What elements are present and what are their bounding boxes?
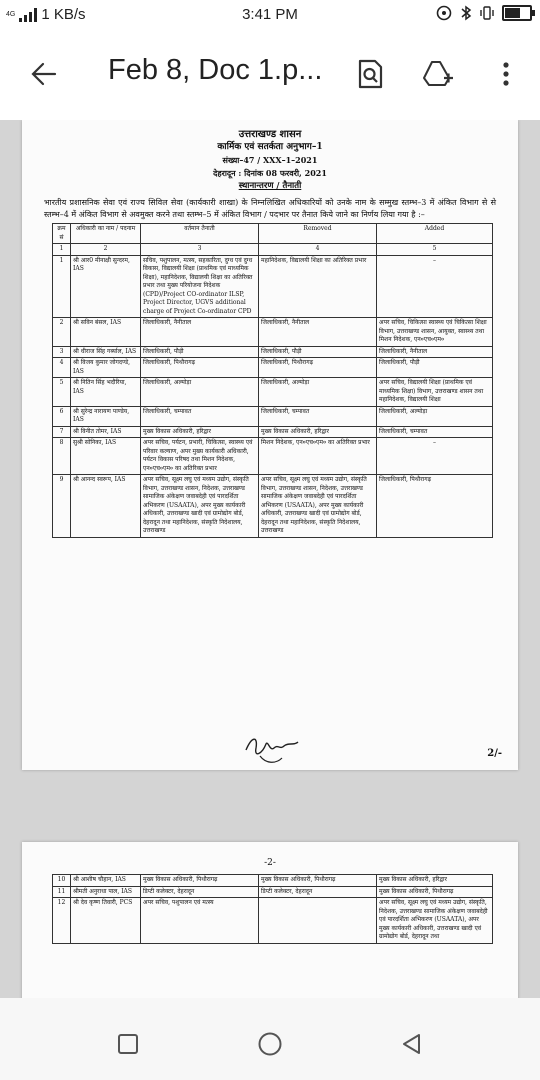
table-header-row	[53, 224, 493, 244]
header-line-2: कार्मिक एवं सतर्कता अनुभाग–1	[217, 142, 323, 152]
column-header: Added	[377, 224, 493, 244]
bluetooth-icon	[460, 5, 472, 21]
more-options-button[interactable]	[486, 54, 526, 94]
table-row: 9 श्री आनन्द स्वरूप, IAS अपर सचिव, सूक्ष्म लघु एवं मध्यम उद्योग, संस्कृति विभाग, उत्तराखण्ड शासन, निदेशक, उत्तराखण्ड सामाजिक अंकेक्षण जवाबदेही एवं पारदर्शिता अभिकरण (USAATA), अपर मुख्य कार्यकारी अधिकारी, उत्तराखण्ड खादी एवं ग्रामोद्योग बोर्ड, देहरादून तथा महानिदेशक, संस्कृति निदेशालय, उत्तराखण्ड अपर सचिव, सूक्ष्म लघु एवं मध्यम उद्योग, संस्कृति विभाग, उत्तराखण्ड शासन, निदेशक, उत्तराखण्ड सामाजिक अंकेक्षण जवाबदेही एवं पारदर्शिता अभिकरण (USAATA), अपर मुख्य कार्यकारी अधिकारी, उत्तराखण्ड खादी एवं ग्रामोद्योग बोर्ड, देहरादून तथा महानिदेशक, संस्कृति निदेशालय, उत्तराखण्ड जिलाधिकारी, पिथौरागढ़	[53, 475, 493, 538]
header-line-3: संख्या–47 / XXX–1–2021	[222, 155, 318, 165]
back-triangle-icon	[400, 1032, 424, 1056]
table-row: 8 सुश्री सोनिका, IAS अपर सचिव, पर्यटन, प्रभारी, चिकित्सा, स्वास्थ्य एवं परिवार कल्याण, अपर मुख्य कार्यकारी अधिकारी, पर्यटन विकास परिषद तथा मिशन निदेशक, एन०एच०एम० का अतिरिक्त प्रभार मिशन निदेशक, एन०एच०एम० का अतिरिक्त प्रभार –	[53, 438, 493, 475]
document-page-2	[22, 842, 518, 998]
header-line-1: उत्तराखण्ड शासन	[238, 129, 302, 140]
intro-paragraph: भारतीय प्रशासनिक सेवा एवं राज्य सिविल सेवा (कार्यकारी शाखा) के निम्नलिखित अधिकारियों को उनके नाम के सम्मुख स्तम्भ–3 में अंकित विभाग से से स्तम्भ–4 में अंकित विभाग से अवमुक्त करने तथा स्तम्भ–5 में अंकित विभाग / पदभार पर तैनात किये जाने का निर्णय लिया गया है :–	[44, 198, 496, 219]
column-header: Removed	[259, 224, 377, 244]
column-header: वर्तमान तैनाती	[141, 224, 259, 244]
home-icon	[257, 1031, 283, 1057]
table-row: 7 श्री विनीत तोमर, IAS मुख्य विकास अधिकारी, हरिद्वार मुख्य विकास अधिकारी, हरिद्वार जिलाधिकारी, चम्पावत	[53, 426, 493, 438]
table-row: 10 श्री आशीष चौहान, IAS मुख्य विकास अधिकारी, पिथौरागढ़ मुख्य विकास अधिकारी, पिथौरागढ़ मुख्य विकास अधिकारी, हरिद्वार	[53, 875, 493, 887]
signature-image	[242, 730, 302, 766]
column-header: क्रम सं	[53, 224, 71, 244]
hotspot-icon	[436, 5, 452, 21]
clock: 3:41 PM	[242, 6, 298, 23]
status-bar	[0, 0, 540, 30]
recent-apps-icon	[117, 1033, 139, 1055]
arrow-left-icon	[31, 61, 57, 87]
column-number-row: 1 2 3 4 5	[53, 244, 493, 256]
back-button[interactable]	[24, 54, 64, 94]
add-to-drive-button[interactable]	[418, 54, 458, 94]
home-button[interactable]	[250, 1024, 290, 1064]
table-row: 6 श्री सुरेन्द्र नारायण पाण्डेय, IAS जिलाधिकारी, चम्पावत जिलाधिकारी, चम्पावत जिलाधिकारी, अल्मोड़ा	[53, 406, 493, 426]
document-title: Feb 8, Doc 1.p...	[108, 54, 323, 86]
battery-icon	[502, 5, 532, 21]
page-continuation-marker: 2/-	[487, 748, 502, 759]
add-drive-icon	[422, 59, 454, 89]
table-row: 11 श्रीमती अनुराधा पाल, IAS डिप्टी कलेक्टर, देहरादून डिप्टी कलेक्टर, देहरादून मुख्य विकास अधिकारी, पिथौरागढ़	[53, 886, 493, 898]
system-nav-bar	[0, 998, 540, 1080]
table-row: 1 श्री आर0 मीनाक्षी सुन्दरम, IAS सचिव, पशुपालन, मत्स्य, सहकारिता, दुग्ध एवं दुग्ध विकास, विद्यालयी शिक्षा (प्राथमिक एवं माध्यमिक शिक्षा), महानिदेशक, विद्यालयी शिक्षा का अतिरिक्त प्रभार तथा मुख्य परियोजना निदेशक (CPD)/Project CO-ordinator ILSP, Project Director, UGVS additional charge of Project Co-ordinator CPD महानिदेशक, विद्यालयी शिक्षा का अतिरिक्त प्रभार –	[53, 255, 493, 318]
transfer-table-continued	[52, 874, 493, 944]
header-line-4: देहरादून : दिनांक 08 फरवरी, 2021	[213, 168, 327, 178]
vibrate-icon	[480, 5, 494, 21]
document-viewer[interactable]	[0, 120, 540, 998]
transfer-table	[52, 223, 493, 538]
table-row: 4 श्री विजय कुमार जोगदण्डे, IAS जिलाधिकारी, पिथौरागढ़ जिलाधिकारी, पिथौरागढ़ जिलाधिकारी, पौड़ी	[53, 358, 493, 378]
app-bar	[0, 30, 540, 120]
table-row: 12 श्री देव कृष्ण तिवारी, PCS अपर सचिव, पशुपालन एवं मत्स्य अपर सचिव, सूक्ष्म लघु एवं मध्यम उद्योग, संस्कृति, निदेशक, उत्तराखण्ड सामाजिक अंकेक्षण जवाबदेही एवं पारदर्शिता अभिकरण (USAATA), अपर मुख्य कार्यकारी अधिकारी, उत्तराखण्ड खादी एवं ग्रामोद्योग बोर्ड, देहरादून तथा	[53, 898, 493, 944]
document-page-1	[22, 120, 518, 770]
header-line-5: स्थानान्तरण / तैनाती	[238, 181, 302, 191]
search-in-document-button[interactable]	[350, 54, 390, 94]
column-header: अधिकारी का नाम / पदनाम	[71, 224, 141, 244]
nav-back-button[interactable]	[392, 1024, 432, 1064]
document-header	[22, 120, 518, 193]
table-row: 3 श्री धीराज सिंह गर्ब्याल, IAS जिलाधिकारी, पौड़ी जिलाधिकारी, पौड़ी जिलाधिकारी, नैनीताल	[53, 346, 493, 358]
more-vert-icon	[502, 61, 510, 87]
table-row: 5 श्री नितिन सिंह भदौरिया, IAS जिलाधिकारी, अल्मोड़ा जिलाधिकारी, अल्मोड़ा अपर सचिव, विद्यालयी शिक्षा (प्राथमिक एवं माध्यमिक शिक्षा) विभाग, उत्तराखण्ड शासन तथा महानिदेशक, विद्यालयी शिक्षा	[53, 378, 493, 407]
network-speed: 1 KB/s	[41, 6, 86, 23]
recent-apps-button[interactable]	[108, 1024, 148, 1064]
table-row: 2 श्री सविन बंसल, IAS जिलाधिकारी, नैनीताल जिलाधिकारी, नैनीताल अपर सचिव, चिकित्सा स्वास्थ्य एवं चिकित्सा शिक्षा विभाग, उत्तराखण्ड शासन, आयुक्त, स्वास्थ्य तथा मिशन निदेशक, एन०एच०एम०	[53, 318, 493, 347]
page-number: -2-	[264, 858, 276, 868]
network-tag: 4G	[6, 11, 16, 18]
search-document-icon	[356, 59, 384, 89]
